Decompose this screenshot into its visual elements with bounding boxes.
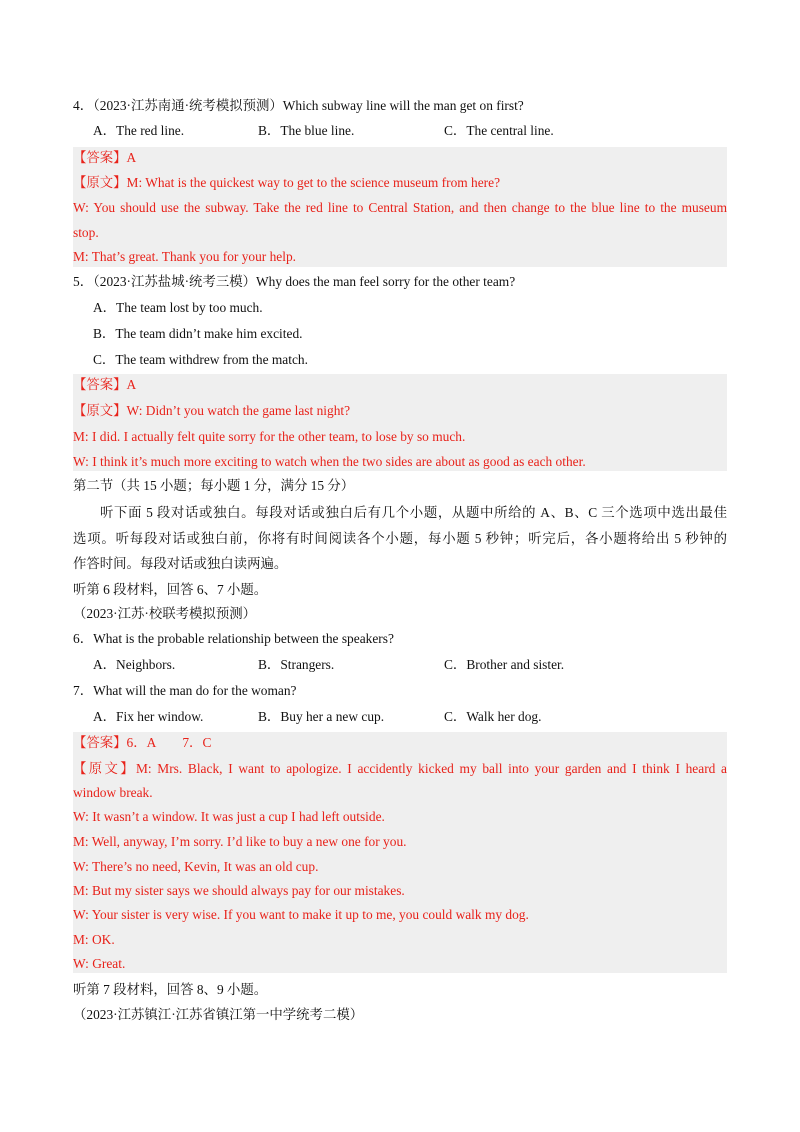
question-7-stem: 7．What will the man do for the woman?	[73, 683, 297, 698]
q5-transcript-line: W: I think it’s much more exciting to watch when the two sides are about as good as each other.	[73, 454, 586, 469]
q5-transcript-line: 【原文】W: Didn’t you watch the game last night?	[73, 403, 351, 418]
question-4-stem: 4．（2023·江苏南通·统考模拟预测）Which subway line will the man get on first?	[73, 98, 524, 113]
passage-6-transcript-line: W: It wasn’t a window. It was just a cup I had left outside.	[73, 809, 385, 824]
passage-6-transcript-line: W: Great.	[73, 956, 126, 971]
q6-option-c: C．Brother and sister.	[444, 657, 565, 672]
question-6-stem: 6．What is the probable relationship between the speakers?	[73, 631, 394, 646]
q4-transcript-line: stop.	[73, 225, 99, 240]
q5-option-a: A．The team lost by too much.	[93, 300, 263, 315]
q7-option-b: B．Buy her a new cup.	[258, 709, 385, 724]
q4-option-b: B．The blue line.	[258, 123, 355, 138]
q5-answer: 【答案】A	[73, 377, 137, 392]
section-2-instructions: 听下面 5 段对话或独白。每段对话或独白后有几个小题，从题中所给的 A、B、C 三个选项中选出最佳	[100, 505, 727, 520]
q6-q7-answer: 【答案】6．A 7．C	[73, 735, 212, 750]
section-2-title: 第二节（共 15 小题；每小题 1 分，满分 15 分）	[73, 478, 355, 493]
passage-6-transcript-line: M: Well, anyway, I’m sorry. I’d like to buy a new one for you.	[73, 834, 407, 849]
q4-option-a: A．The red line.	[93, 123, 185, 138]
q7-option-a: A．Fix her window.	[93, 709, 204, 724]
q7-option-c: C．Walk her dog.	[444, 709, 542, 724]
q4-transcript-line: 【原文】M: What is the quickest way to get to the science museum from here?	[73, 175, 501, 190]
section-2-instructions: 选项。听每段对话或独白前，你将有时间阅读各个小题，每小题 5 秒钟；听完后，各小题将给出 5 秒钟的	[73, 531, 727, 546]
passage-6-intro: 听第 6 段材料，回答 6、7 小题。	[73, 582, 268, 597]
q5-option-c: C．The team withdrew from the match.	[93, 352, 308, 367]
question-5-stem: 5．（2023·江苏盐城·统考三模）Why does the man feel sorry for the other team?	[73, 274, 516, 289]
q6-option-a: A．Neighbors.	[93, 657, 176, 672]
passage-6-transcript-line: window break.	[73, 785, 153, 800]
q5-option-b: B．The team didn’t make him excited.	[93, 326, 303, 341]
q6-option-b: B．Strangers.	[258, 657, 335, 672]
section-2-instructions: 作答时间。每段对话或独白读两遍。	[73, 556, 288, 571]
q4-answer: 【答案】A	[73, 150, 137, 165]
passage-6-transcript-line: M: OK.	[73, 932, 115, 947]
passage-7-intro: 听第 7 段材料，回答 8、9 小题。	[73, 982, 268, 997]
passage-6-transcript-line: W: Your sister is very wise. If you want to make it up to me, you could walk my dog.	[73, 907, 529, 922]
passage-6-source: （2023·江苏·校联考模拟预测）	[73, 606, 256, 621]
q4-transcript-line: W: You should use the subway. Take the red line to Central Station, and then change to the blue line to the museum	[73, 200, 727, 215]
passage-6-transcript-line: 【原文】M: Mrs. Black, I want to apologize. I accidently kicked my ball into your garden and I think I heard a	[73, 761, 727, 776]
passage-7-source: （2023·江苏镇江·江苏省镇江第一中学统考二模）	[73, 1007, 364, 1022]
q4-option-c: C．The central line.	[444, 123, 554, 138]
q5-transcript-line: M: I did. I actually felt quite sorry for the other team, to lose by so much.	[73, 429, 466, 444]
q4-transcript-line: M: That’s great. Thank you for your help.	[73, 249, 297, 264]
passage-6-transcript-line: M: But my sister says we should always pay for our mistakes.	[73, 883, 405, 898]
passage-6-transcript-line: W: There’s no need, Kevin, It was an old cup.	[73, 859, 319, 874]
